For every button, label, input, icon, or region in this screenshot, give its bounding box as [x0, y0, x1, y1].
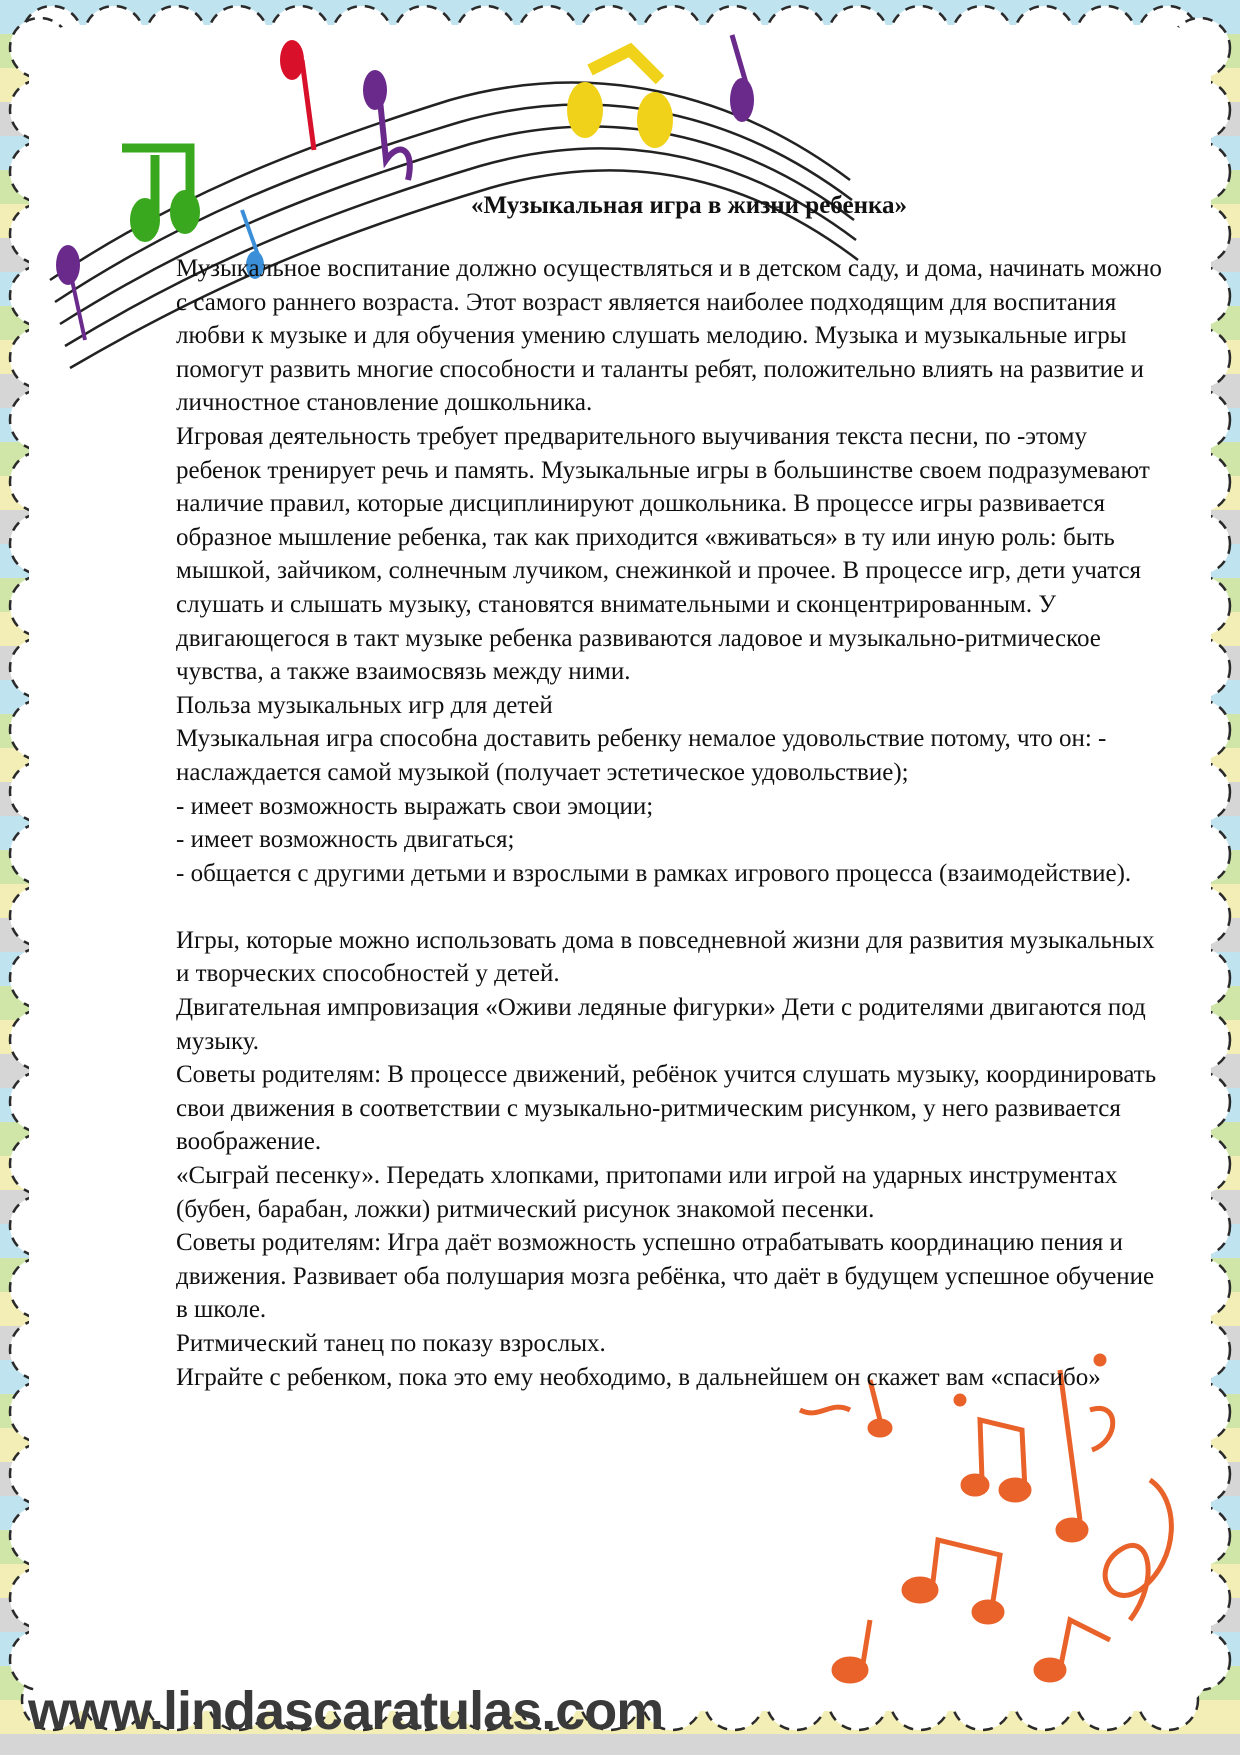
paragraph: - имеет возможность двигаться; — [176, 826, 515, 854]
paragraph: Музыкальная игра способна доставить ребенку немалое удовольствие потому, что он: - наслаждается самой музыкой (получает эстетическое удовольствие); — [176, 725, 1107, 786]
document-body — [176, 190, 1166, 1394]
paragraph: Играйте с ребенком, пока это ему необходимо, в дальнейшем он скажет вам «спасибо» — [176, 1363, 1101, 1391]
paragraph: «Сыграй песенку». Передать хлопками, притопами или игрой на ударных инструментах (бубен, барабан, ложки) ритмический рисунок знакомой песенки. — [176, 1162, 1118, 1223]
website-watermark: www.lindascaratulas.com — [28, 1681, 664, 1741]
paragraph: Игровая деятельность требует предварительного выучивания текста песни, по -этому ребенок тренирует речь и память. Музыкальные игры в большинстве своем подразумевают наличие правил, которые дисциплинируют дошкольника. В процессе игры развивается образное мышление ребенка, так как приходится «вживаться» в ту или иную роль: быть мышкой, зайчиком, солнечным лучиком, снежинкой и прочее. В процессе игр, дети учатся слушать и слышать музыку, становятся внимательными и сконцентрированным. У двигающегося в такт музыке ребенка развиваются ладовое и музыкально-ритмическое чувства, а также взаимосвязь между ними. — [176, 422, 1150, 686]
section-1 — [176, 252, 1166, 890]
section-2 — [176, 924, 1166, 1394]
paragraph: Польза музыкальных игр для детей — [176, 691, 553, 719]
paragraph: - имеет возможность выражать свои эмоции; — [176, 792, 654, 820]
paragraph: Игры, которые можно использовать дома в повседневной жизни для развития музыкальных и творческих способностей у детей. — [176, 926, 1155, 988]
spacer — [176, 890, 1166, 924]
paragraph: Двигательная импровизация «Оживи ледяные фигурки» Дети с родителями двигаются под музыку. — [176, 994, 1146, 1055]
paragraph: Советы родителям: Игра даёт возможность успешно отрабатывать координацию пения и движения. Развивает оба полушария мозга ребёнка, что даёт в будущем успешное обучение в школе. — [176, 1229, 1155, 1324]
note-yellow-icon — [567, 50, 673, 148]
page-title: «Музыкальная игра в жизни ребенка» — [471, 192, 907, 219]
paragraph: - общается с другими детьми и взрослыми в рамках игрового процесса (взаимодействие). — [176, 859, 1132, 887]
note-purple-right-icon — [730, 35, 754, 122]
note-red-icon — [280, 40, 314, 150]
paragraph: Советы родителям: В процессе движений, ребёнок учится слушать музыку, координировать свои движения в соответствии с музыкально-ритмическим рисунком, у него развивается воображение. — [176, 1061, 1157, 1156]
paragraph: Ритмический танец по показу взрослых. — [176, 1330, 606, 1357]
paragraph: Музыкальное воспитание должно осуществляться и в детском саду, и дома, начинать можно с самого раннего возраста. Этот возраст является наиболее подходящим для воспитания любви к музыке и для обучения умению слушать мелодию. Музыка и музыкальные игры помогут развить многие способности и таланты ребят, положительно влиять на развитие и личностное становление дошкольника. — [176, 255, 1162, 417]
